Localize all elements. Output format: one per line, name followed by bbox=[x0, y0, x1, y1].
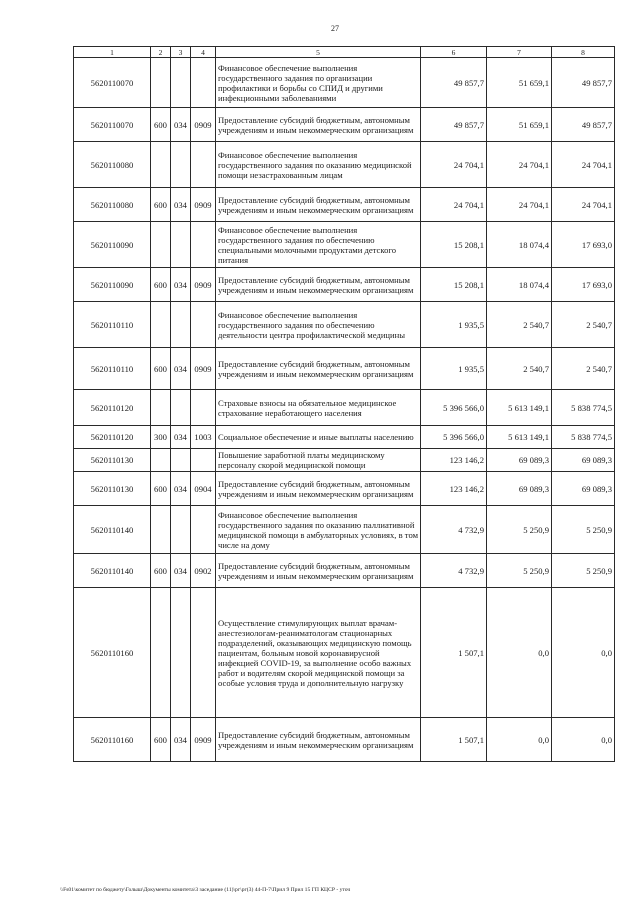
row-amount-col7: 18 074,4 bbox=[487, 268, 552, 302]
row-description: Предоставление субсидий бюджетным, автономным учреждениям и иным некоммерческим организациям bbox=[216, 472, 421, 506]
table-row bbox=[74, 554, 615, 588]
row-section-code bbox=[191, 390, 216, 426]
row-cost-type bbox=[151, 506, 171, 554]
row-ministry-code: 034 bbox=[171, 472, 191, 506]
row-amount-col8: 49 857,7 bbox=[552, 108, 615, 142]
row-section-code bbox=[191, 222, 216, 268]
row-amount-col8: 5 250,9 bbox=[552, 554, 615, 588]
row-cost-type bbox=[151, 302, 171, 348]
row-description: Предоставление субсидий бюджетным, автономным учреждениям и иным некоммерческим организациям bbox=[216, 348, 421, 390]
table-row bbox=[74, 268, 615, 302]
row-amount-col8: 5 250,9 bbox=[552, 506, 615, 554]
row-section-code bbox=[191, 302, 216, 348]
header-col-1: 1 bbox=[74, 47, 151, 58]
row-amount-col7: 5 613 149,1 bbox=[487, 390, 552, 426]
row-description: Предоставление субсидий бюджетным, автономным учреждениям и иным некоммерческим организациям bbox=[216, 718, 421, 762]
row-description: Страховые взносы на обязательное медицинское страхование неработающего населения bbox=[216, 390, 421, 426]
row-amount-col8: 0,0 bbox=[552, 718, 615, 762]
row-ministry-code: 034 bbox=[171, 268, 191, 302]
row-code: 5620110090 bbox=[74, 222, 151, 268]
row-section-code: 0909 bbox=[191, 348, 216, 390]
row-amount-col8: 69 089,3 bbox=[552, 449, 615, 472]
row-code: 5620110120 bbox=[74, 390, 151, 426]
row-amount-col6: 1 935,5 bbox=[421, 302, 487, 348]
page-number: 27 bbox=[331, 24, 339, 33]
row-description: Повышение заработной платы медицинскому персоналу скорой медицинской помощи bbox=[216, 449, 421, 472]
table-row bbox=[74, 506, 615, 554]
table-body bbox=[74, 58, 615, 762]
row-ministry-code bbox=[171, 302, 191, 348]
row-cost-type bbox=[151, 390, 171, 426]
row-amount-col7: 24 704,1 bbox=[487, 188, 552, 222]
row-cost-type bbox=[151, 588, 171, 718]
row-description: Предоставление субсидий бюджетным, автономным учреждениям и иным некоммерческим организациям bbox=[216, 108, 421, 142]
row-ministry-code bbox=[171, 506, 191, 554]
row-amount-col7: 69 089,3 bbox=[487, 472, 552, 506]
table-row bbox=[74, 222, 615, 268]
row-ministry-code: 034 bbox=[171, 554, 191, 588]
row-cost-type: 600 bbox=[151, 268, 171, 302]
row-ministry-code: 034 bbox=[171, 108, 191, 142]
row-amount-col8: 5 838 774,5 bbox=[552, 390, 615, 426]
row-amount-col6: 123 146,2 bbox=[421, 449, 487, 472]
row-cost-type bbox=[151, 58, 171, 108]
row-amount-col6: 24 704,1 bbox=[421, 142, 487, 188]
row-amount-col7: 24 704,1 bbox=[487, 142, 552, 188]
row-code: 5620110140 bbox=[74, 506, 151, 554]
row-ministry-code bbox=[171, 449, 191, 472]
row-amount-col7: 18 074,4 bbox=[487, 222, 552, 268]
row-section-code bbox=[191, 588, 216, 718]
row-code: 5620110080 bbox=[74, 188, 151, 222]
row-code: 5620110160 bbox=[74, 718, 151, 762]
table-row bbox=[74, 449, 615, 472]
row-code: 5620110120 bbox=[74, 426, 151, 449]
row-amount-col8: 49 857,7 bbox=[552, 58, 615, 108]
table-row bbox=[74, 58, 615, 108]
row-amount-col6: 4 732,9 bbox=[421, 554, 487, 588]
row-cost-type bbox=[151, 142, 171, 188]
budget-table bbox=[73, 46, 615, 762]
row-amount-col8: 69 089,3 bbox=[552, 472, 615, 506]
row-amount-col7: 5 250,9 bbox=[487, 506, 552, 554]
header-col-4: 4 bbox=[191, 47, 216, 58]
row-amount-col7: 0,0 bbox=[487, 718, 552, 762]
row-code: 5620110160 bbox=[74, 588, 151, 718]
row-code: 5620110130 bbox=[74, 472, 151, 506]
row-description: Предоставление субсидий бюджетным, автономным учреждениям и иным некоммерческим организациям bbox=[216, 554, 421, 588]
footer-file-path: \\Fs01\комитет по бюджету\Голыш\Документы комитета\3 заседание (11)\рг\рг(3) 44-П-7\Прил 9 Прил 15 ГП КЦСР - уточ bbox=[60, 887, 351, 893]
table-row bbox=[74, 472, 615, 506]
row-code: 5620110140 bbox=[74, 554, 151, 588]
row-amount-col6: 49 857,7 bbox=[421, 58, 487, 108]
row-cost-type: 600 bbox=[151, 554, 171, 588]
row-ministry-code: 034 bbox=[171, 426, 191, 449]
header-col-6: 6 bbox=[421, 47, 487, 58]
row-description: Финансовое обеспечение выполнения государственного задания по обеспечению деятельности центра профилактической медицины bbox=[216, 302, 421, 348]
row-amount-col6: 5 396 566,0 bbox=[421, 426, 487, 449]
row-amount-col8: 17 693,0 bbox=[552, 222, 615, 268]
row-section-code: 0909 bbox=[191, 188, 216, 222]
row-amount-col6: 49 857,7 bbox=[421, 108, 487, 142]
row-ministry-code bbox=[171, 142, 191, 188]
row-section-code bbox=[191, 449, 216, 472]
row-amount-col8: 17 693,0 bbox=[552, 268, 615, 302]
row-description: Осуществление стимулирующих выплат врачам-анестезиологам-реаниматологам стационарных подразделений, оказывающих медицинскую помощь пациентам, больным новой коронавирусной инфекцией COVID-19, за выполнение особо важных работ и водителям скорой медицинской помощи за особые условия труда и дополнительную нагрузку bbox=[216, 588, 421, 718]
row-section-code: 0909 bbox=[191, 718, 216, 762]
row-amount-col6: 5 396 566,0 bbox=[421, 390, 487, 426]
row-ministry-code: 034 bbox=[171, 348, 191, 390]
table-row bbox=[74, 426, 615, 449]
row-amount-col6: 1 507,1 bbox=[421, 718, 487, 762]
row-amount-col6: 1 935,5 bbox=[421, 348, 487, 390]
row-amount-col6: 15 208,1 bbox=[421, 222, 487, 268]
table-row bbox=[74, 348, 615, 390]
header-col-5: 5 bbox=[216, 47, 421, 58]
header-col-2: 2 bbox=[151, 47, 171, 58]
row-amount-col8: 24 704,1 bbox=[552, 188, 615, 222]
row-amount-col7: 51 659,1 bbox=[487, 58, 552, 108]
row-description: Финансовое обеспечение выполнения государственного задания по оказанию медицинской помощи незастрахованным лицам bbox=[216, 142, 421, 188]
row-ministry-code: 034 bbox=[171, 188, 191, 222]
row-description: Финансовое обеспечение выполнения государственного задания по обеспечению специальными молочными продуктами детского питания bbox=[216, 222, 421, 268]
row-amount-col6: 24 704,1 bbox=[421, 188, 487, 222]
row-ministry-code bbox=[171, 588, 191, 718]
header-col-7: 7 bbox=[487, 47, 552, 58]
table-row bbox=[74, 588, 615, 718]
row-ministry-code bbox=[171, 222, 191, 268]
row-description: Социальное обеспечение и иные выплаты населению bbox=[216, 426, 421, 449]
row-section-code: 0909 bbox=[191, 268, 216, 302]
row-section-code bbox=[191, 142, 216, 188]
row-code: 5620110110 bbox=[74, 302, 151, 348]
row-ministry-code bbox=[171, 58, 191, 108]
table-row bbox=[74, 302, 615, 348]
row-description: Предоставление субсидий бюджетным, автономным учреждениям и иным некоммерческим организациям bbox=[216, 188, 421, 222]
row-description: Финансовое обеспечение выполнения государственного задания по организации профилактики и борьбы со СПИД и другими инфекционными заболеваниями bbox=[216, 58, 421, 108]
row-cost-type bbox=[151, 449, 171, 472]
row-section-code: 0902 bbox=[191, 554, 216, 588]
row-amount-col7: 2 540,7 bbox=[487, 302, 552, 348]
row-code: 5620110080 bbox=[74, 142, 151, 188]
row-cost-type: 300 bbox=[151, 426, 171, 449]
table-row bbox=[74, 390, 615, 426]
table-header-row bbox=[74, 47, 615, 58]
row-amount-col8: 5 838 774,5 bbox=[552, 426, 615, 449]
row-description: Финансовое обеспечение выполнения государственного задания по оказанию паллиативной медицинской помощи в амбулаторных условиях, в том числе на дому bbox=[216, 506, 421, 554]
row-cost-type: 600 bbox=[151, 108, 171, 142]
row-section-code bbox=[191, 506, 216, 554]
row-amount-col7: 5 250,9 bbox=[487, 554, 552, 588]
row-amount-col8: 24 704,1 bbox=[552, 142, 615, 188]
row-amount-col7: 5 613 149,1 bbox=[487, 426, 552, 449]
header-col-3: 3 bbox=[171, 47, 191, 58]
row-ministry-code: 034 bbox=[171, 718, 191, 762]
row-code: 5620110130 bbox=[74, 449, 151, 472]
row-section-code: 0904 bbox=[191, 472, 216, 506]
row-ministry-code bbox=[171, 390, 191, 426]
row-amount-col8: 2 540,7 bbox=[552, 348, 615, 390]
table-row bbox=[74, 142, 615, 188]
row-amount-col7: 0,0 bbox=[487, 588, 552, 718]
row-cost-type: 600 bbox=[151, 718, 171, 762]
row-amount-col8: 2 540,7 bbox=[552, 302, 615, 348]
row-amount-col6: 4 732,9 bbox=[421, 506, 487, 554]
row-section-code: 1003 bbox=[191, 426, 216, 449]
table-row bbox=[74, 188, 615, 222]
row-code: 5620110090 bbox=[74, 268, 151, 302]
row-section-code: 0909 bbox=[191, 108, 216, 142]
row-description: Предоставление субсидий бюджетным, автономным учреждениям и иным некоммерческим организациям bbox=[216, 268, 421, 302]
table-row bbox=[74, 108, 615, 142]
row-amount-col7: 51 659,1 bbox=[487, 108, 552, 142]
row-code: 5620110110 bbox=[74, 348, 151, 390]
row-amount-col6: 15 208,1 bbox=[421, 268, 487, 302]
row-cost-type bbox=[151, 222, 171, 268]
row-amount-col6: 123 146,2 bbox=[421, 472, 487, 506]
row-amount-col6: 1 507,1 bbox=[421, 588, 487, 718]
header-col-8: 8 bbox=[552, 47, 615, 58]
table-row bbox=[74, 718, 615, 762]
row-code: 5620110070 bbox=[74, 108, 151, 142]
row-cost-type: 600 bbox=[151, 472, 171, 506]
row-amount-col7: 2 540,7 bbox=[487, 348, 552, 390]
row-cost-type: 600 bbox=[151, 348, 171, 390]
row-section-code bbox=[191, 58, 216, 108]
row-code: 5620110070 bbox=[74, 58, 151, 108]
row-amount-col8: 0,0 bbox=[552, 588, 615, 718]
row-amount-col7: 69 089,3 bbox=[487, 449, 552, 472]
row-cost-type: 600 bbox=[151, 188, 171, 222]
